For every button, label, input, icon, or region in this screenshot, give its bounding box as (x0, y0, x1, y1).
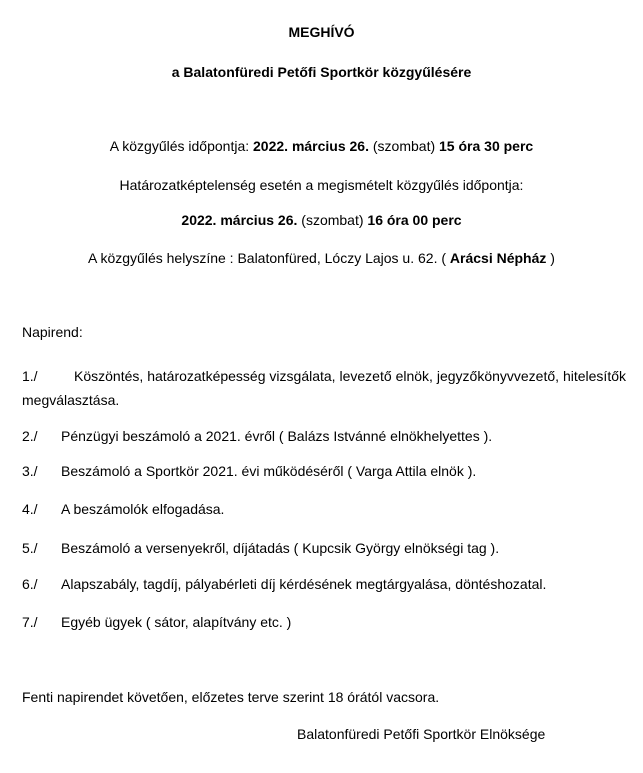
document-title: MEGHÍVÓ (288, 24, 355, 40)
repeat-meeting-time: 2022. március 26. (szombat) 16 óra 00 perc (181, 212, 462, 228)
agenda-item: 5./ Beszámoló a versenyekről, díjátadás ( Kupcsik György elnökségi tag ). (22, 540, 500, 556)
agenda-item: 1./ Köszöntés, határozatképesség vizsgálata, levezető elnök, jegyzőkönyvvezető, hitelesítők megválasztása. (22, 368, 626, 408)
meeting-place: A közgyűlés helyszíne : Balatonfüred, Lóczy Lajos u. 62. ( Arácsi Népház ) (88, 250, 555, 266)
meeting-time: A közgyűlés időpontja: 2022. március 26. (szombat) 15 óra 30 perc (109, 138, 534, 154)
repeat-meeting-label: Határozatképtelenség esetén a megismételt közgyűlés időpontja: (119, 177, 524, 193)
signature: Balatonfüredi Petőfi Sportkör Elnöksége (297, 726, 546, 742)
agenda-item: 4./ A beszámolók elfogadása. (22, 501, 225, 517)
agenda-item: 2./ Pénzügyi beszámoló a 2021. évről ( Balázs Istvánné elnökhelyettes ). (22, 428, 493, 444)
agenda-item: 7./ Egyéb ügyek ( sátor, alapítvány etc. ) (22, 614, 292, 630)
agenda-item: 3./ Beszámoló a Sportkör 2021. évi működéséről ( Varga Attila elnök ). (22, 463, 477, 479)
agenda-item: 6./ Alapszabály, tagdíj, pályabérleti díj kérdésének megtárgyalása, döntéshozatal. (22, 576, 547, 592)
document-subtitle: a Balatonfüredi Petőfi Sportkör közgyűlésére (171, 64, 472, 80)
closing-note: Fenti napirendet követően, előzetes terve szerint 18 órától vacsora. (22, 689, 440, 705)
agenda-heading: Napirend: (22, 324, 83, 340)
